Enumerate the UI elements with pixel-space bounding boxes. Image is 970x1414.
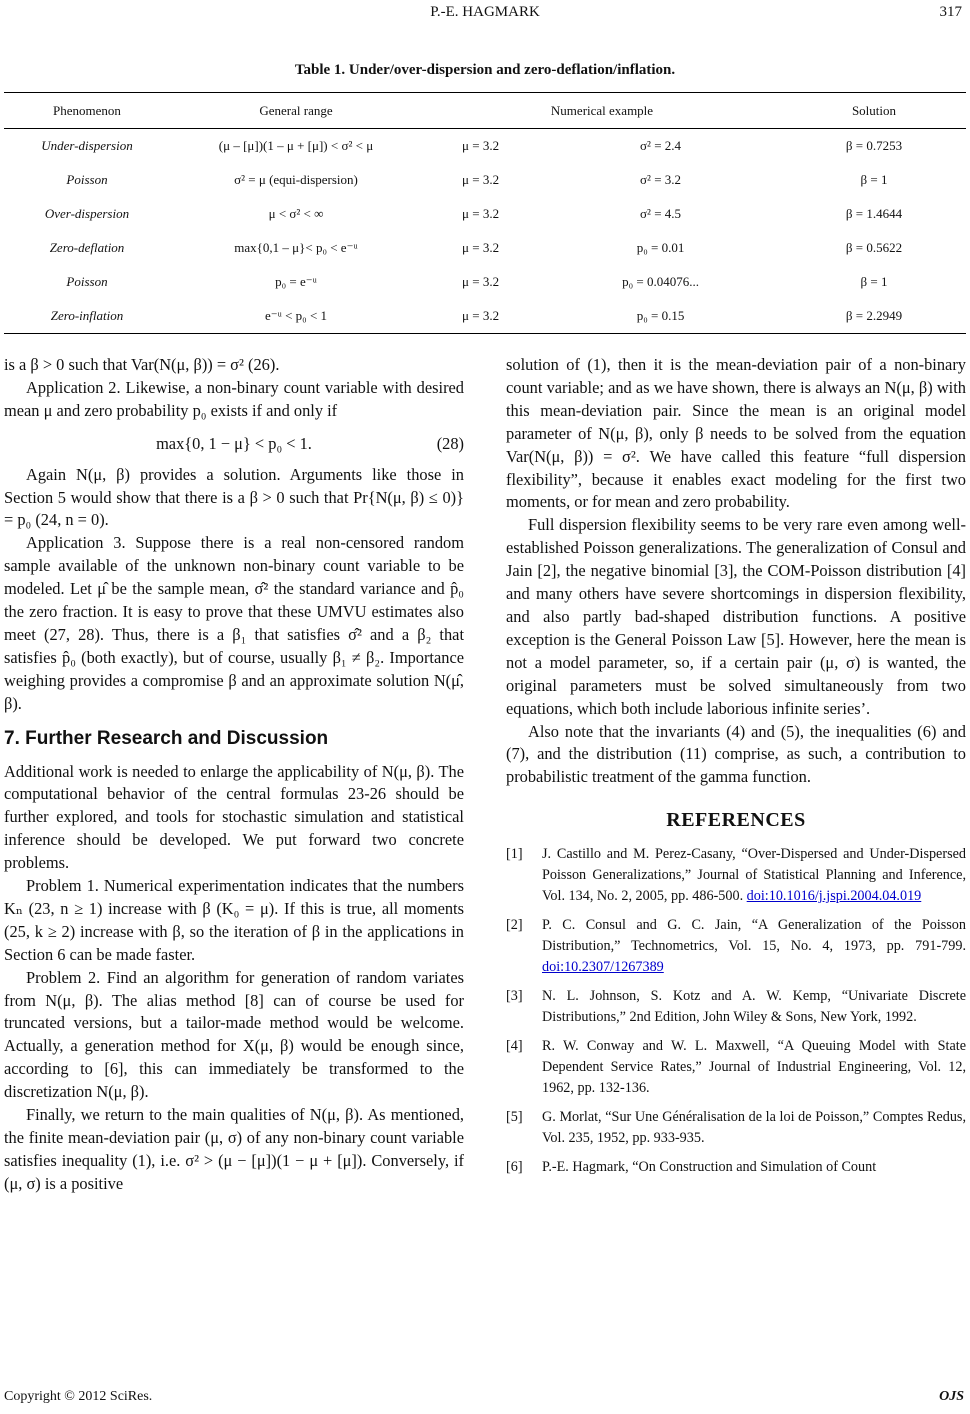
example-mu-cell: μ = 3.2: [462, 308, 500, 323]
right-column: [506, 354, 966, 1186]
paragraph-problem-1: Problem 1. Numerical experimentation indicates that the numbers Kₙ (23, n ≥ 1) increase with β (K₀ = μ). If this is true, all moments (25, k ≥ 2) increase with β, so the iteration of β in the applications in Section 6 can be made faster.: [4, 876, 464, 964]
equation-number: (28): [436, 433, 464, 453]
reference-text: J. Castillo and M. Perez-Casany, “Over-Dispersed and Under-Dispersed Poisson Generalizations,” Journal of Statistical Planning and Inference, Vol. 134, No. 2, 2005, pp. 486-500.: [542, 846, 966, 905]
reference-number: [3]: [506, 988, 523, 1005]
column-header: Solution: [851, 102, 897, 118]
references-list: [506, 844, 966, 1178]
column-header: Phenomenon: [53, 102, 121, 118]
reference-number: [1]: [506, 846, 523, 863]
reference-number: [6]: [506, 1159, 523, 1176]
example-mu-cell: μ = 3.2: [462, 206, 500, 221]
phenomenon-cell: Zero-inflation: [50, 308, 124, 323]
table-header-row: [4, 93, 966, 129]
solution-cell: β = 1.4644: [845, 206, 903, 221]
solution-cell: β = 0.5622: [845, 240, 903, 255]
reference-text: P.-E. Hagmark, “On Construction and Simulation of Count: [542, 1159, 877, 1176]
reference-number: [4]: [506, 1038, 523, 1055]
reference-text: G. Morlat, “Sur Une Généralisation de la loi de Poisson,” Comptes Redus, Vol. 235, 1952, pp. 933-935.: [542, 1109, 966, 1147]
paragraph-application-3: Application 3. Suppose there is a real non-censored random sample available of the unknown non-binary count variable to be modeled. Let μ̂ be the sample mean, σ̂² the standard variance and p̂₀ the zero fraction. It is easy to prove that these UMVU estimates also meet (27, 28). Thus, there is a β₁ that satisfies σ̂² and a β₂ that satisfies p̂₀ (both exactly), but of course, usually β₁ ≠ β₂. Importance weighing provides a compromise β and an approximate solution N(μ̂, β).: [4, 533, 464, 713]
example-value-cell: p₀ = 0.01: [636, 240, 685, 255]
equation-28: [4, 433, 464, 456]
reference-item: [506, 915, 966, 978]
solution-cell: β = 1: [860, 172, 888, 187]
range-cell: max{0,1 – μ}< p₀ < e⁻ᵘ: [234, 240, 358, 255]
reference-item: [506, 844, 966, 907]
paragraph: Finally, we return to the main qualities of N(μ, β). As mentioned, the finite mean-deviation pair (μ, σ) of any non-binary count variable satisfies inequality (1), i.e. σ² > (μ − [μ])(1 − μ + [μ]). Conversely, if (μ, σ) is a positive: [4, 1105, 464, 1193]
table-row: [4, 299, 966, 334]
equation-body: max{0, 1 − μ} < p₀ < 1.: [156, 433, 312, 453]
example-value-cell: σ² = 3.2: [640, 172, 682, 187]
paragraph: Additional work is needed to enlarge the applicability of N(μ, β). The computational behavior of the central formulas 23-26 should be further explored, and tools for stochastic simulation and statistical inference should be developed. We put forward two concrete problems.: [4, 761, 464, 873]
paragraph-problem-2: Problem 2. Find an algorithm for generation of random variates from N(μ, β). The alias method [8] can of course be used for truncated versions, but a tailor-made method would be welcome. Actually, a generation method for X(μ, β) would be enough since, according to [6], this can immediately be transformed to the discretization N(μ, β).: [4, 967, 464, 1102]
paragraph: Again N(μ, β) provides a solution. Arguments like those in Section 5 would show that there is a β > 0 such that Pr{N(μ, β) ≤ 0)} = p₀ (24, n = 0).: [4, 464, 464, 530]
doi-link[interactable]: doi:10.2307/1267389: [542, 959, 664, 976]
doi-link[interactable]: doi:10.1016/j.jspi.2004.04.019: [746, 888, 922, 905]
example-mu-cell: μ = 3.2: [462, 274, 500, 289]
reference-item: [506, 1157, 966, 1178]
paragraph: is a β > 0 such that Var(N(μ, β)) = σ² (26).: [4, 355, 280, 374]
paragraph: Full dispersion flexibility seems to be very rare even among well-established Poisson generalizations. The generalization of Consul and Jain [2], the negative binomial [3], the COM-Poisson distribution [4] and many others have severe shortcomings in dispersion flexibility, and also partly bad-shaped distribution functions. A positive exception is the General Poisson Law [5]. However, here the mean is not a model parameter, so, if a certain pair (μ, σ) is wanted, the original parameters must be solved simultaneously from two equations, which both include laborious infinite series’.: [506, 515, 966, 718]
table-row: [4, 129, 966, 164]
phenomenon-cell: Over-dispersion: [44, 206, 130, 221]
reference-item: [506, 986, 966, 1028]
example-value-cell: p₀ = 0.04076...: [622, 274, 699, 289]
page-number: 317: [939, 4, 962, 20]
reference-number: [5]: [506, 1109, 523, 1126]
journal-abbrev: OJS: [939, 1389, 964, 1404]
example-value-cell: σ² = 2.4: [640, 138, 682, 153]
section-heading: 7. Further Research and Discussion: [4, 727, 329, 749]
column-header: Numerical example: [550, 102, 654, 118]
solution-cell: β = 2.2949: [845, 308, 903, 323]
reference-number: [2]: [506, 917, 523, 934]
page-header: [0, 4, 970, 26]
range-cell: (μ – [μ])(1 – μ + [μ]) < σ² < μ: [218, 138, 374, 153]
reference-text: R. W. Conway and W. L. Maxwell, “A Queuing Model with State Dependent Service Rates,” Journal of Industrial Engineering, Vol. 12, 1962, pp. 132-136.: [542, 1038, 966, 1097]
table-row: [4, 265, 966, 299]
dispersion-table: [4, 92, 966, 334]
example-value-cell: σ² = 4.5: [640, 206, 682, 221]
table-row: [4, 163, 966, 197]
example-mu-cell: μ = 3.2: [462, 240, 500, 255]
example-mu-cell: μ = 3.2: [462, 138, 500, 153]
range-cell: p₀ = e⁻ᵘ: [275, 274, 317, 289]
reference-item: [506, 1107, 966, 1149]
table-row: [4, 197, 966, 231]
column-header: General range: [259, 102, 333, 118]
left-column: [4, 354, 464, 1196]
solution-cell: β = 0.7253: [845, 138, 903, 153]
reference-text: N. L. Johnson, S. Kotz and A. W. Kemp, “Univariate Discrete Distributions,” 2nd Edition, John Wiley & Sons, New York, 1992.: [542, 988, 966, 1026]
paragraph: Also note that the invariants (4) and (5), the inequalities (6) and (7), and the distribution (11) comprise, as such, a contribution to probabilistic treatment of the gamma function.: [506, 721, 966, 787]
phenomenon-cell: Under-dispersion: [41, 138, 133, 153]
paragraph: solution of (1), then it is the mean-deviation pair of a non-binary count variable; and as we have shown, there is always an N(μ, β) with this mean-deviation pair. Since the mean is an original model parameter of N(μ, β), only β needs to be solved from the equation Var(N(μ, β)) = σ². We have called this feature “full dispersion flexibility”, because it enables exact modeling for the first two moments, or for mean and zero probability.: [506, 355, 966, 512]
phenomenon-cell: Poisson: [66, 274, 108, 289]
solution-cell: β = 1: [860, 274, 888, 289]
running-author: P.-E. HAGMARK: [430, 4, 540, 20]
example-mu-cell: μ = 3.2: [462, 172, 500, 187]
references-heading: REFERENCES: [666, 809, 806, 832]
table-row: [4, 231, 966, 265]
range-cell: e⁻ᵘ < p₀ < 1: [264, 308, 328, 323]
phenomenon-cell: Zero-deflation: [49, 240, 125, 255]
reference-text: P. C. Consul and G. C. Jain, “A Generalization of the Poisson Distribution,” Technometrics, Vol. 15, No. 4, 1973, pp. 791-799.: [542, 917, 966, 955]
range-cell: σ² = μ (equi-dispersion): [234, 172, 358, 187]
phenomenon-cell: Poisson: [66, 172, 108, 187]
example-value-cell: p₀ = 0.15: [636, 308, 685, 323]
range-cell: μ < σ² < ∞: [268, 206, 324, 221]
reference-item: [506, 1036, 966, 1099]
copyright-notice: Copyright © 2012 SciRes.: [4, 1389, 153, 1404]
table-caption: Table 1. Under/over-dispersion and zero-deflation/inflation.: [294, 62, 676, 78]
paragraph-application-2: Application 2. Likewise, a non-binary count variable with desired mean μ and zero probability p₀ exists if and only if: [4, 377, 464, 420]
